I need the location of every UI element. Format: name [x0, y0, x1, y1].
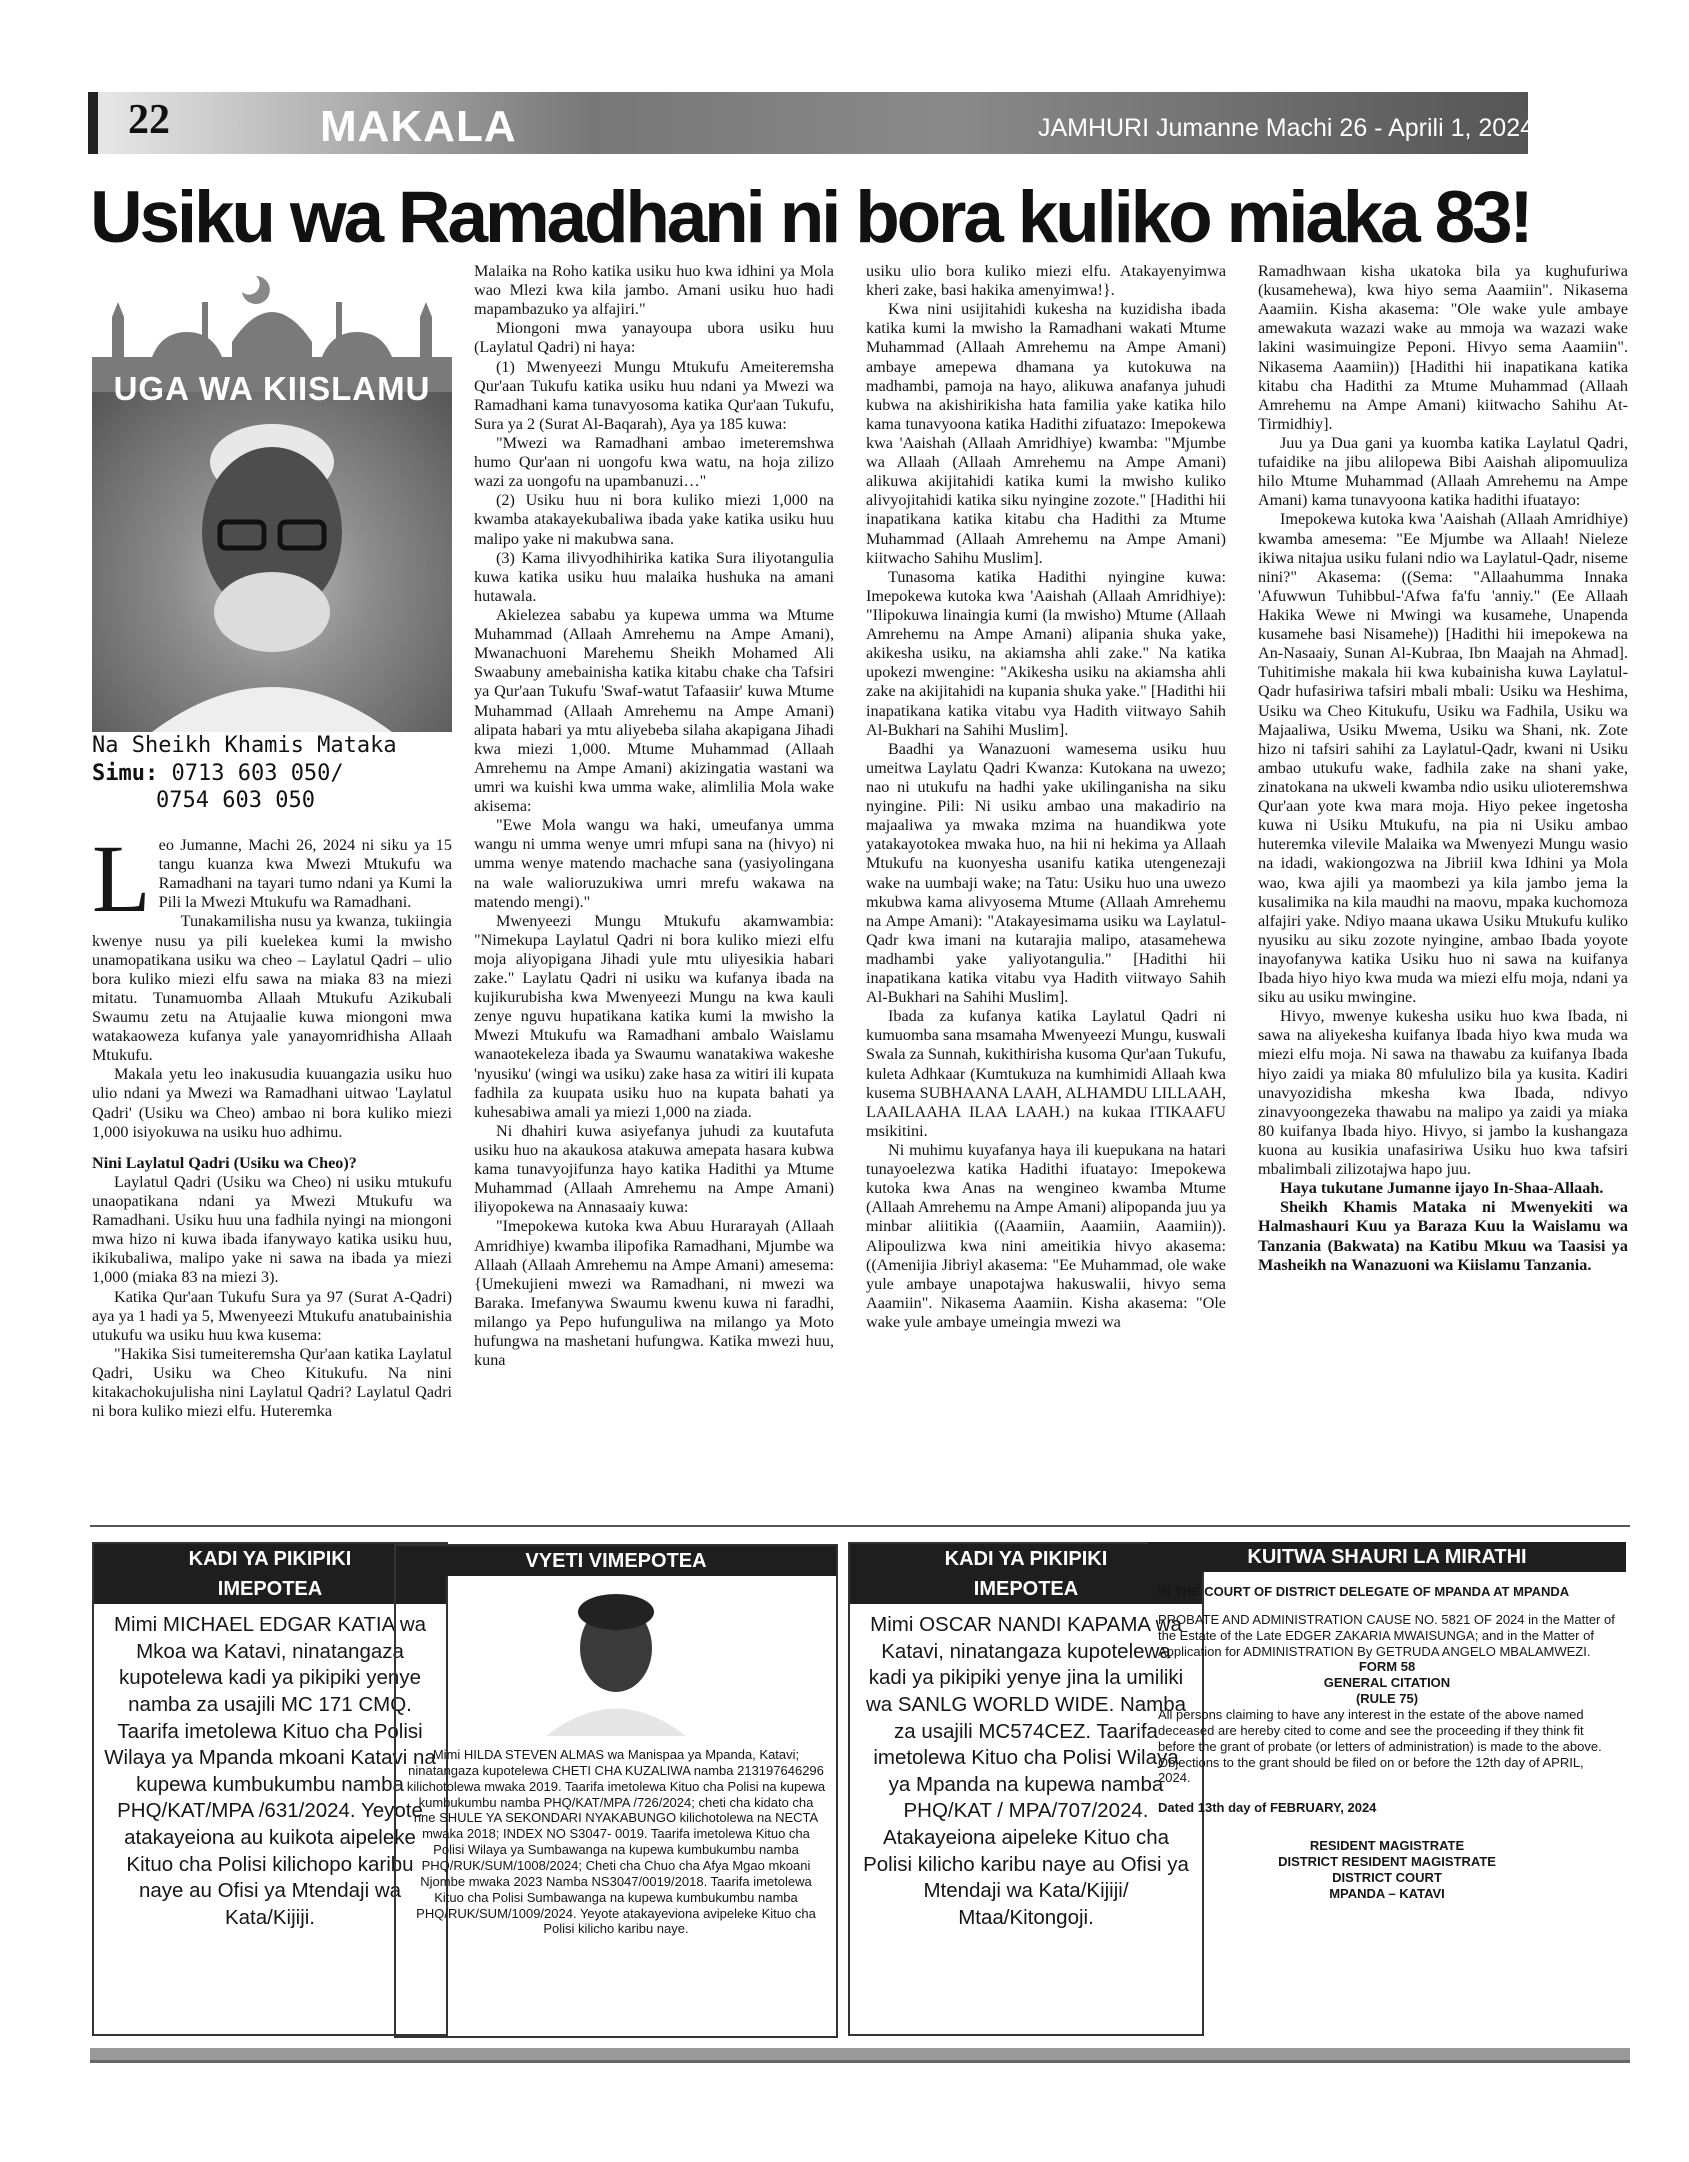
paragraph: Malaika na Roho katika usiku huo kwa idhini ya Mola wao Mlezi kwa kila jambo. Amani usiku huo hadi mapambazuko ya alfajiri." [474, 262, 834, 319]
ad-title-line: KADI YA PIKIPIKI [188, 1548, 352, 1570]
person-photo [396, 1576, 836, 1747]
paragraph: Baadhi ya Wanazuoni wamesema usiku huu umeitwa Laylatu Qadri Kwanza: Kutokana na uwezo; nao ni utukufu na hadhi yake ukilinganisha na siku nyingine. Pili: Ni usiku ambao una makadirio na majaaliwa ya mwaka mzima na huandikwa yote yatakayotokea mwaka huo, na hii ni hekima ya Allaah Mtukufu na kuonyesha usanifu katika utengenezaji wake na uumbaji wake; na Tatu: Usiku huo una uwezo mkubwa kama alivyosema Mtume (Allaah Amrehemu na Ampe Amani): "Atakayesimama usiku wa Laylatul-Qadr kwa imani na kutarajia malipo, atasamehewa madhambi yake yaliyotangulia." [Hadithi hii inapatikana katika vitabu vya Hadith viitwayo Sahih Al-Bukhari na Sahihi Muslim]. [866, 739, 1226, 1007]
divider [90, 1525, 1630, 1527]
column-name: UGA WA KIISLAMU [113, 370, 431, 407]
paragraph: "Ewe Mola wangu wa haki, umeufanya umma wangu ni umma wenye umri mfupi sana na (hivyo) ni umma wenye matendo machache sana (yasiyolingana na wale walioruzukiwa umri mrefu wakawa na matendo mengi)." [474, 816, 834, 911]
rule-number: (RULE 75) [1355, 1691, 1419, 1707]
ad-title-line: IMEPOTEA [973, 1578, 1079, 1600]
paragraph: Ibada za kufanya katika Laylatul Qadri ni kumuomba sana msamaha Mwenyeezi Mungu, kuswali Swala za Sunnah, kukithirisha kusoma Qur'aan Tukufu, kuleta Adhkaar (Kumtukuza na kumhimidi Allaah kwa kusema SUBHAANA LAAH, ALHAMDU LILLAAH, LAAILAAHA ILAA LAAH.) na kukaa ITIKAAFU msikitini. [866, 1007, 1226, 1140]
column-banner [92, 262, 452, 732]
article-column-4 [1258, 262, 1628, 1275]
ad-body: Mimi OSCAR NANDI KAPAMA wa Katavi, ninatangaza kupotelewa kadi ya pikipiki yenye jina la umiliki wa SANLG WORLD WIDE. Namba za usajili MC574CEZ. Taarifa imetolewa Kituo cha Polisi Wilaya ya Mpanda na kupewa namba PHQ/KAT / MPA/707/2024. Atakayeiona aipeleke Kituo cha Polisi kilicho karibu naye au Ofisi ya Mtendaji wa Kata/Kijiji/ Mtaa/Kitongoji. [863, 1613, 1189, 1930]
objections-text: Objections to the grant should be filed on or before the 12th day of APRIL, 2024. [1158, 1754, 1584, 1786]
signatory-2: DISTRICT RESIDENT MAGISTRATE [1278, 1854, 1496, 1870]
article-column-2 [474, 262, 834, 1370]
court-name: IN THE COURT OF DISTRICT DELEGATE OF MPANDA AT MPANDA [1158, 1584, 1570, 1599]
author-phone [92, 760, 397, 788]
ad-body: Mimi HILDA STEVEN ALMAS wa Manispaa ya Mpanda, Katavi; ninatangaza kupotelewa CHETI CHA KUZALIWA namba 213197646296 kilichotolewa mwaka 2019. Taarifa imetolewa Kituo cha Polisi na kupewa kumbukumbu namba PHQ/KAT/MPA /726/2024; cheti cha kidato cha nne SHULE YA SEKONDARI NYAKABUNGO kilichotolewa na NECTA mwaka 2018; INDEX NO S3047- 0019. Taarifa imetolewa Kituo cha Polisi Wilaya ya Sumbawanga na kupewa kumbukumbu namba PHQ/RUK/SUM/1008/2024; Cheti cha Chuo cha Afya Mgao mkoani Njombe mwaka 2023 Namba NS3047/0019/2018. Taarifa imetolewa Kituo cha Polisi Sumbawanga na kupewa kumbukumbu namba PHQ/RUK/SUM/1009/2024. Yeyote atakayeviona avipeleke Kituo cha Polisi kilicho karibu naye. [406, 1747, 826, 1937]
signatory-3: DISTRICT COURT [1332, 1869, 1442, 1885]
paragraph: Ramadhwaan kisha ukatoka bila ya kughufuriwa (kusamehewa), kwa hiyo sema Aaamiin". Nikasema Aaamiin. Kisha akasema: "Ole wake yule ambaye amewakuta wazazi wake au mmoja wa wazazi wake lakini wasimuingize Peponi. Hivyo sema Aaamiin". Nikasema Aaamiin)) [Hadithi hii inapatikana katika kitabu cha Hadithi za Mtume Muhammad (Allaah Amrehemu na Ampe Amani) kiitwacho Sahihu At-Tirmidhiy]. [1258, 262, 1628, 433]
paragraph: Tunakamilisha nusu ya kwanza, tukiingia kwenye nusu ya pili kuelekea kumi la mwisho unamopatikana usiku wa cheo – Laylatul Qadri – ulio bora kuliko miezi elfu sawa na miaka 83 na miezi mitatu. Tunamuomba Allaah Mtukufu Azikubali Swaumu zetu na Atujaalie kuwa miongoni mwa watakaoweza kufanya yale yanayomridhisha Allaah Mtukufu. [92, 912, 452, 1065]
cause-text: PROBATE AND ADMINISTRATION CAUSE NO. 5821 OF 2024 in the Matter of the Estate of the Late EDGER ZAKARIA MWAISUNGA; and in the Matter of Application for ADMINISTRATION By GETRUDA ANGELO MBALAMWEZI. [1158, 1611, 1615, 1659]
author-bio: Sheikh Khamis Mataka ni Mwenyekiti wa Halmashauri Kuu ya Baraza Kuu la Waislamu wa Tanzania (Bakwata) na Katibu Mkuu wa Taasisi ya Masheikh na Wanazuoni wa Kiislamu Tanzania. [1258, 1198, 1628, 1274]
signatory-1: RESIDENT MAGISTRATE [1309, 1838, 1465, 1854]
banner-sky [92, 262, 452, 382]
paragraph: Tunasoma katika Hadithi nyingine kuwa: Imepokewa kutoka kwa 'Aaishah (Allaah Amridhiye): "Ilipokuwa linaingia kumi (la mwisho) Mtume (Allaah Amrehemu na Ampe Amani) alipania shuka yake, akikesha usiku, na akiamsha ahli zake." Na katika upokezi mwengine: "Akikesha usiku na akiamsha ahli zake na akijitahidi na kupania shuka yake." [Hadithi hii inapatikana katika vitabu vya Hadith viitwayo Sahih Al-Bukhari na Sahihi Muslim]. [866, 567, 1226, 739]
paragraph: "Mwezi wa Ramadhani ambao imeteremshwa humo Qur'aan ni uongofu kwa watu, na hoja zilizo wazi za uongofu na upambanuzi…" [474, 433, 834, 491]
headline: Usiku wa Ramadhani ni bora kuliko miaka 83! [90, 177, 1531, 258]
paragraph: Juu ya Dua gani ya kuomba katika Laylatul Qadri, tufaidike na jibu alilopewa Bibi Aaishah alipomuuliza hilo Mtume Muhammad (Allaah Amrehemu na Ampe Amani) kama tunavyoona katika hadithi ifuatayo: [1258, 433, 1628, 510]
lead-text: eo Jumanne, Machi 26, 2024 ni siku ya 15 tangu kuanza kwa Mwezi Mtukufu wa Ramadhani na tayari tumo ndani ya Kumi la Pili la Mwezi Mtukufu wa Ramadhani. [158, 836, 452, 912]
form-number: FORM 58 [1358, 1659, 1416, 1675]
citation-body: All persons claiming to have any interest in the estate of the above named deceased are hereby cited to come and see the proceeding if they think fit before the grant of probate (or letters of administration) is made to the above. [1158, 1707, 1602, 1754]
paragraph: "Hakika Sisi tumeiteremsha Qur'aan katika Laylatul Qadri, Usiku wa Cheo Kitukufu. Na nini kitakachokujulisha nini Laylatul Qadri? Laylatul Qadri ni bora kuliko miezi elfu. Huteremka [92, 1344, 452, 1421]
byline [92, 732, 397, 815]
signatory-4: MPANDA – KATAVI [1329, 1885, 1445, 1901]
paragraph: (1) Mwenyeezi Mungu Mtukufu Ameiteremsha Qur'aan Tukufu katika usiku huu ndani ya Mwezi wa Ramadhani kama tunavyosoma katika Qur'aan Tukufu, Sura ya 2 (Surat Al-Baqarah), Aya ya 185 kuwa: [474, 357, 834, 433]
paragraph: Katika Qur'aan Tukufu Sura ya 97 (Surat A-Qadri) aya ya 1 hadi ya 5, Mwenyeezi Mtukufu anatubainishia utukufu wa usiku huu kwa kusema: [92, 1287, 452, 1344]
author-photo [92, 392, 452, 732]
paragraph: Miongoni mwa yanayoupa ubora usiku huu (Laylatul Qadri) ni haya: [474, 319, 834, 357]
paragraph: Ni muhimu kuyafanya haya ili kuepukana na hatari tunayoelezwa katika Hadithi ifuatayo: Imepokewa kutoka kwa Anas na wengineo kwamba Mtume (Allaah Amrehemu na Ampe Amani) alipopanda juu ya minbar aliitikia ((Aaamiin, Aaamiin, Aaamiin)). Alipoulizwa kwa nini ameitikia hivyo akasema: ((Amenijia Jibriyl akasema: "Ee Muhammad, ole wake yule ambaye unapotajwa hakuswalii, hivyo sema Aaamiin". Nikasema Aaamiin. Kisha akasema: "Ole wake yule ambaye umeingia mwezi wa [866, 1141, 1226, 1332]
article-column-1 [92, 825, 452, 1421]
ad-title: VYETI VIMEPOTEA [396, 1546, 836, 1576]
paragraph: (2) Usiku huu ni bora kuliko miezi 1,000 na kwamba atakayekubaliwa ibada yake katika usiku huu malipo yake ni makubwa sana. [474, 491, 834, 548]
phone-2: 0754 603 050 [156, 788, 315, 813]
ad-title-line: KADI YA PIKIPIKI [944, 1548, 1108, 1570]
article-column-3 [866, 262, 1226, 1332]
paragraph: Kwa nini usijitahidi kukesha na kuzidisha ibada katika kumi la mwisho la Ramadhani wakati Mtume Muhammad (Allaah Amrehemu na Ampe Amani) ambaye amepewa dhamana ya kutokuwa na madhambi, pamoja na hayo, alikuwa anafanya juhudi kubwa na akishirikisha hata familia yake katika hilo kama tunavyoona katika Hadithi zifuatazo: Imepokewa kwa 'Aaishah (Allaah Amridhiye) kwamba: "Mjumbe wa Allaah (Allaah Amrehemu na Ampe Amani) alikuwa akijitahidi katika kumi la mwisho kuliko alivyojitahidi katika siku nyingine zozote." [Hadithi hii inapatikana katika kitabu cha Hadithi za Mtume Muhammad (Allaah Amrehemu na Ampe Amani) kiitwacho Sahihu Muslim]. [866, 300, 1226, 567]
paragraph: Hivyo, mwenye kukesha usiku huo kwa Ibada, ni sawa na aliyekesha kuifanya Ibada hiyo kwa muda wa miezi elfu moja. Ni sawa na thawabu za kuifanya Ibada hiyo zaidi ya miaka 80 mfululizo bila ya kusita. Kadiri unavyozidisha mkesha kwa Ibada, ndivyo zinavyoongezeka thawabu na malipo ya zaidi ya miaka 80 kuifanya Ibada hiyo. Hivyo, si jambo la kushangaza kuona au kusikia unafasiriwa Usiku huo kwa tafsiri mbalimbali zilizotajwa hapo juu. [1258, 1007, 1628, 1179]
legal-notice-probate [1148, 1542, 1626, 2032]
phone-label: Simu: [92, 760, 159, 786]
dateline: JAMHURI Jumanne Machi 26 - Aprili 1, 2024 [1037, 114, 1534, 142]
ad-title-line: IMEPOTEA [217, 1578, 323, 1600]
classified-ad-lost-certificates [394, 1544, 838, 2038]
signoff: Haya tukutane Jumanne ijayo In-Shaa-Allaah. [1280, 1179, 1604, 1198]
drop-cap: L [92, 825, 151, 932]
paragraph: Imepokewa kutoka kwa 'Aaishah (Allaah Amridhiye) kwamba amesema: "Ee Mjumbe wa Allaah! Nieleze ikiwa nitajua usiku fulani ndio wa Laylatul-Qadr, niseme nini?" Akasema: ((Sema: "Allaahumma Innaka 'Afuwwun Tuhibbul-'Afwa fa'fu 'anniy." (Ee Allaah Hakika Wewe ni Mwingi wa kusamehe, Unapenda kusamehe basi Nisamehe)) [Hadithi hii imepokewa na An-Nasaaiy, Sunan Al-Kubraa, Ibn Maajah na Ahmad]. Tuhitimishe makala hii kwa kubainisha kuwa Laylatul-Qadr hufasiriwa tafsiri mbali mbali: Usiku wa Heshima, Usiku wa Cheo Kitukufu, Usiku wa Fadhila, Usiku wa Majaaliwa, Usiku Mwema, Usiku wa Shani, nk. Zote hizo ni tafsiri sahihi za Laylatul-Qadr, kwani ni Usiku ambao utukufu wake, fadhila zake na shani yake, zinatokana na ukweli kwamba ndio usiku ulioteremshwa Qur'aan yote kwa mara moja. Hiyo pekee ingetosha kuwa ni Usiku Mtukufu, na pia ni Usiku ambao huteremka vilevile Malaika wa Mwenyezi Mungu wasio na idadi, wakiongozwa na Jibriil kwa Idhini ya Mola wao, kwa ajili ya maombezi ya kila jambo jema la kusalimika na kila maudhi na maovu, mpaka kuchomoza alfajiri yake. Ndiyo maana ukawa Usiku Mtukufu kuliko nyusiku au siku zozote nyingine, ambao Ibada yoyote inayofanywa katika Usiku huo ni sawa na kuifanya Ibada hiyo hiyo kwa muda wa miezi elfu moja, ndani ya siku au usiku mwingine. [1258, 510, 1628, 1007]
paragraph: (3) Kama ilivyodhihirika katika Sura iliyotangulia kuwa katika usiku huu malaika hushuka na amani hutawala. [474, 548, 834, 605]
paragraph: Mwenyeezi Mungu Mtukufu akamwambia: "Nimekupa Laylatul Qadri ni bora kuliko miezi elfu moja aliyopigana Jihadi yule mtu uliyesikia habari zake." Laylatu Qadri ni usiku wa kufanya ibada na kujikurubisha kwa Mwenyeezi Mungu na kwa kauli zenye nguvu hupatikana katika kumi la mwisho la Mwezi Mtukufu wa Ramadhani ambalo Waislamu wanaotekeleza ibada ya Swaumu wanatakiwa wakeshe 'nyusiku' (wingi wa usiku) zake hasa za witiri ili kupata fadhila za kuupata usiku huo na kupata bahati ya kuhesabiwa amali ya miezi 1,000 na ziada. [474, 911, 834, 1121]
paragraph: Akielezea sababu ya kupewa umma wa Mtume Muhammad (Allaah Amrehemu na Ampe Amani), Mwanachuoni Marehemu Sheikh Mohamed Ali Swaabuny amebainisha katika kitabu chake cha Tafsiri ya Qur'aan Tukufu 'Swaf-watut Tafaasiir' kuwa Mtume Muhammad (Allaah Amrehemu na Ampe Amani) alipata habari ya mtu aliyebeba silaha akapigana Jihadi kwa miezi 1,000. Mtume Muhammad (Allaah Amrehemu na Ampe Amani) akizingatia wastani wa umri wa kuishi kwa umma wake, alimlilia Mola wake akisema: [474, 605, 834, 816]
paragraph: "Imepokewa kutoka kwa Abuu Hurarayah (Allaah Amridhiye) kwamba ilipofika Ramadhani, Mjumbe wa Allaah (Allaah Amrehemu na Ampe Amani) amesema: {Umekujieni mwezi wa Ramadhani, ni mwezi wa Baraka. Imefanywa Swaumu kwenu kuwa ni faradhi, milango ya Pepo hufunguliwa na milango ya Moto hufungwa na mashetani hufungwa. Katika mwezi huu, kuna [474, 1217, 834, 1370]
dated-text: Dated 13th day of FEBRUARY, 2024 [1158, 1800, 1377, 1816]
lead-paragraph [92, 825, 452, 932]
footer-rule [90, 2060, 1630, 2063]
phone-1: 0713 603 050/ [171, 760, 344, 786]
section-title: MAKALA [320, 102, 517, 151]
footer-bar [90, 2048, 1630, 2060]
subheading: Nini Laylatul Qadri (Usiku wa Cheo)? [92, 1153, 357, 1172]
ad-body: Mimi MICHAEL EDGAR KATIA wa Mkoa wa Katavi, ninatangaza kupotelewa kadi ya pikipiki yenye namba za usajili MC 171 CMQ. Taarifa imetolewa Kituo cha Polisi Wilaya ya Mpanda mkoani Katavi na kupewa kumbukumbu namba PHQ/KAT/MPA /631/2024. Yeyote atakayeiona au kuikota aipeleke Kituo cha Polisi kilichopo karibu naye au Ofisi ya Mtendaji wa Kata/Kijiji. [104, 1613, 436, 1930]
paragraph: Makala yetu leo inakusudia kuuangazia usiku huo ulio ndani ya Mwezi wa Ramadhani uitwao 'Laylatul Qadri' (Usiku wa Cheo) ambao ni bora kuliko miezi 1,000 isiyokuwa na usiku huo adhimu. [92, 1065, 452, 1141]
paragraph: usiku ulio bora kuliko miezi elfu. Atakayenyimwa kheri zake, basi hakika amenyimwa!}. [866, 262, 1226, 300]
paragraph: Ni dhahiri kuwa asiyefanya juhudi za kuutafuta usiku huo na akaukosa atakuwa amepata hasara kubwa kama tunavyojifunza hayo katika Hadithi ya Mtume Muhammad (Allaah Amrehemu na Ampe Amani) iliyopokewa na Annasaaiy kuwa: [474, 1121, 834, 1217]
paragraph: Laylatul Qadri (Usiku wa Cheo) ni usiku mtukufu unaopatikana ndani ya Mwezi Mtukufu wa Ramadhani. Usiku huu una fadhila nyingi na miongoni mwa hizo ni kuwa ibada ifanywayo katika usiku huu, ikikubaliwa, malipo yake ni sawa na ibada ya miezi 1,000 (miaka 83 na miezi 3). [92, 1172, 452, 1287]
ad-title: KUITWA SHAURI LA MIRATHI [1148, 1542, 1626, 1572]
page-number: 22 [128, 97, 170, 143]
citation-title: GENERAL CITATION [1323, 1675, 1451, 1691]
author-name: Na Sheikh Khamis Mataka [92, 733, 397, 758]
